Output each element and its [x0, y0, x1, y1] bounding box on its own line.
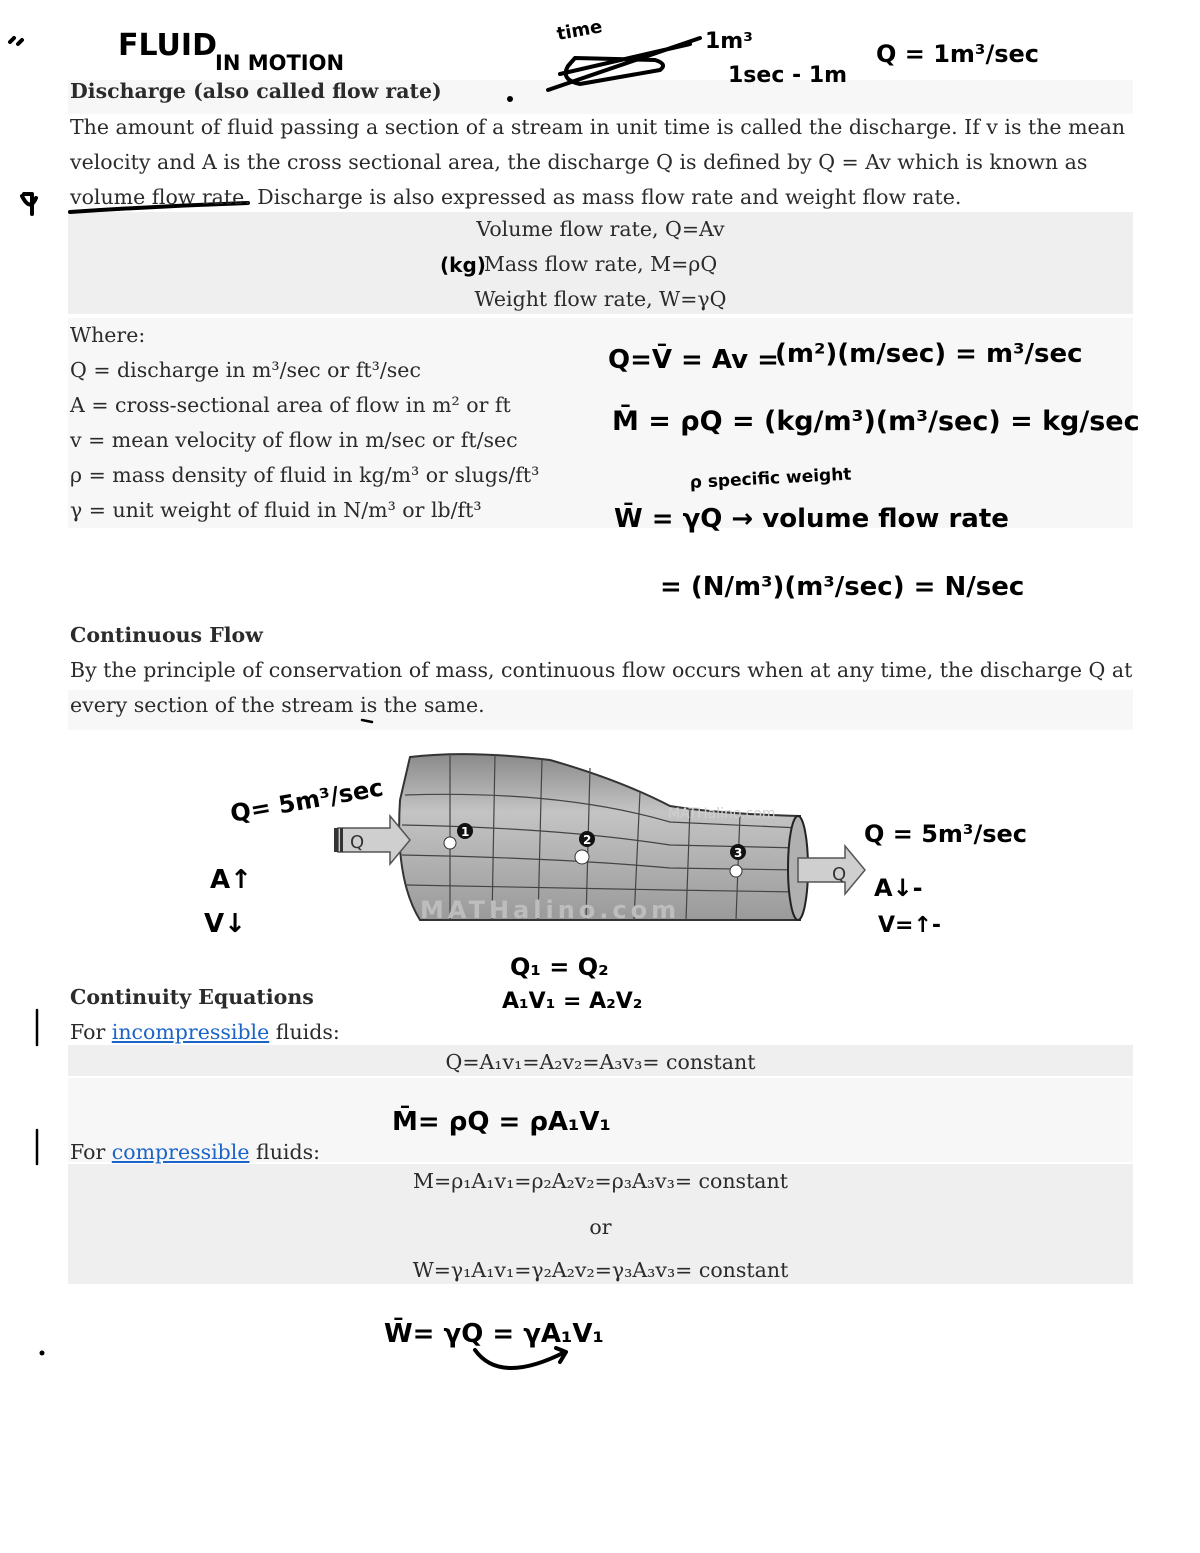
hw-q-eq: Q=V̄ = Av = — [608, 345, 779, 375]
hw-title-sub: IN MOTION — [215, 51, 345, 75]
hw-m3: 1m³ — [705, 29, 753, 54]
q-out-label: Q — [832, 864, 847, 885]
hw-dot — [507, 96, 513, 102]
continuous-line-2: every section of the stream is the same. — [70, 693, 485, 717]
discharge-line-3-rest: Discharge is also expressed as mass flow rate and weight flow rate. — [250, 185, 962, 209]
volume-flow-rate-term: volume flow rate. — [70, 185, 251, 209]
compressible-equation-mass: M=ρ₁A₁v₁=ρ₂A₂v₂=ρ₃A₃v₃= constant — [413, 1169, 788, 1193]
def-v: v = mean velocity of flow in m/sec or ft/sec — [70, 428, 518, 452]
formula-mass: Mass flow rate, M=ρQ — [483, 252, 718, 276]
hw-q1q2: Q₁ = Q₂ — [510, 953, 609, 981]
hw-time: time — [555, 16, 604, 45]
hw-a-up: A↑ — [210, 865, 252, 895]
hw-pipe-sketch — [548, 38, 700, 90]
where-label: Where: — [70, 323, 146, 347]
section-label-1: 1 — [461, 825, 470, 839]
hw-m-rho: M̄= ρQ = ρA₁V₁ — [392, 1107, 611, 1137]
discharge-heading: Discharge (also called flow rate) — [70, 79, 442, 103]
inflow-bar — [334, 828, 338, 852]
continuous-heading: Continuous Flow — [70, 623, 263, 647]
hw-dot-bottom — [40, 1351, 45, 1356]
formula-weight: Weight flow rate, W=γQ — [474, 287, 727, 311]
compressible-link[interactable]: compressible — [111, 1140, 250, 1164]
hw-m-eq: M̄ = ρQ = (kg/m³)(m³/sec) = kg/sec — [612, 406, 1140, 437]
formula-volume: Volume flow rate, Q=Av — [476, 217, 725, 241]
continuous-line-1: By the principle of conservation of mass, continuous flow occurs when at any time, the discharge Q at — [70, 658, 1133, 682]
inflow-bar-2 — [340, 828, 343, 852]
def-a: A = cross-sectional area of flow in m² or ft — [70, 393, 511, 417]
hw-arrow-curve — [475, 1348, 566, 1368]
section-label-3: 3 — [734, 846, 743, 860]
discharge-line-1: The amount of fluid passing a section of a stream in unit time is called the discharge. If v is the mean — [70, 115, 1126, 139]
discharge-line-2: velocity and A is the cross sectional area, the discharge Q is defined by Q = Av which is known as — [70, 150, 1088, 174]
hw-w-gamma: W̄= γQ = γA₁V₁ — [384, 1319, 604, 1349]
hw-sec-m: 1sec - 1m — [728, 63, 848, 88]
incompressible-link[interactable]: incompressible — [111, 1020, 270, 1044]
hw-q-units: (m²)(m/sec) = m³/sec — [775, 339, 1083, 369]
hw-q5-right: Q = 5m³/sec — [864, 820, 1027, 848]
hw-a-down: A↓- — [874, 874, 923, 902]
hw-w-eq: W̄ = γQ → volume flow rate — [614, 504, 1009, 534]
point-3 — [730, 865, 742, 877]
hw-q-top: Q = 1m³/sec — [876, 40, 1039, 68]
point-1 — [444, 837, 456, 849]
pipe-diagram — [320, 740, 880, 940]
hw-title: FLUID — [118, 28, 217, 63]
watermark-large: MATHalino.com — [420, 896, 681, 924]
or-label: or — [589, 1215, 612, 1239]
hw-kg: (kg) — [440, 253, 486, 277]
hw-v-down: V↓ — [204, 909, 246, 939]
incomp-suffix: fluids: — [269, 1020, 340, 1044]
hw-tick — [10, 38, 22, 44]
q-in-label: Q — [350, 832, 365, 853]
point-2 — [575, 850, 589, 864]
def-q: Q = discharge in m³/sec or ft³/sec — [70, 358, 421, 382]
section-label-2: 2 — [583, 833, 592, 847]
incomp-prefix: For — [70, 1020, 112, 1044]
comp-prefix: For — [70, 1140, 112, 1164]
hw-a1v1: A₁V₁ = A₂V₂ — [502, 989, 643, 1014]
hw-q5-left: Q= 5m³/sec — [228, 773, 386, 828]
hw-v-up: V=↑- — [878, 913, 942, 938]
hw-specific: ρ specific weight — [689, 464, 852, 493]
hw-w-units: = (N/m³)(m³/sec) = N/sec — [660, 572, 1025, 602]
def-gamma: γ = unit weight of fluid in N/m³ or lb/ft³ — [70, 498, 482, 522]
hw-q-margin — [22, 194, 36, 214]
incompressible-equation: Q=A₁v₁=A₂v₂=A₃v₃= constant — [445, 1050, 756, 1074]
def-rho: ρ = mass density of fluid in kg/m³ or slugs/ft³ — [70, 463, 540, 487]
compressible-equation-weight: W=γ₁A₁v₁=γ₂A₂v₂=γ₃A₃v₃= constant — [412, 1258, 789, 1282]
watermark: MATHalino.com — [668, 806, 776, 822]
comp-suffix: fluids: — [249, 1140, 320, 1164]
discharge-line-3 — [70, 180, 961, 215]
continuity-heading: Continuity Equations — [70, 985, 314, 1009]
